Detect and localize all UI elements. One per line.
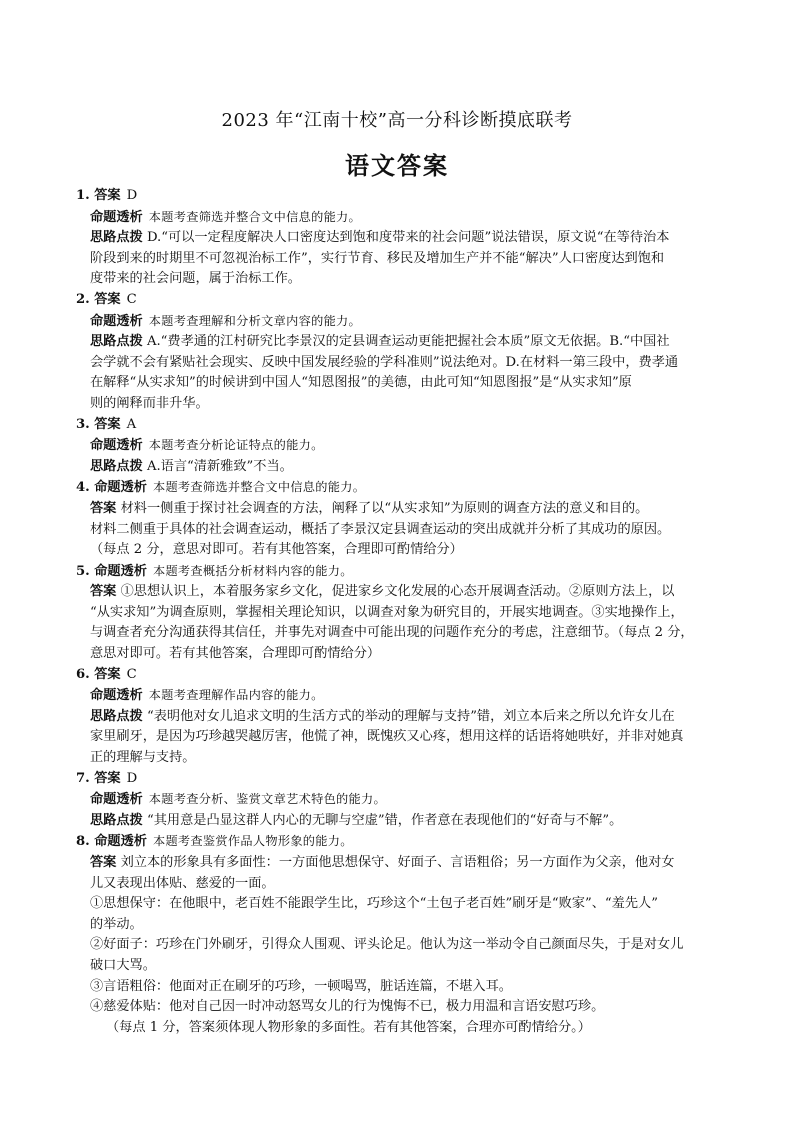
hint-text: “表明他对女儿追求文明的生活方式的举动的理解与支持”错，刘立本后来之所以允许女儿在 bbox=[146, 708, 675, 724]
question-5 bbox=[76, 561, 724, 665]
analysis-text: 本题考查理解和分析文章内容的能力。 bbox=[148, 313, 362, 328]
scoring-note: （每点 1 分，答案须体现人物形象的多面性。若有其他答案，合理亦可酌情给分。） bbox=[106, 1019, 591, 1035]
question-3 bbox=[76, 415, 724, 478]
answer-value: D bbox=[126, 188, 138, 203]
answer-text: 刘立本的形象具有多面性：一方面他思想保守、好面子、言语粗俗；另一方面作为父亲，他对女 bbox=[120, 855, 675, 870]
analysis-text: 本题考查理解作品内容的能力。 bbox=[148, 688, 324, 703]
hint-text: 则的阐释而非升华。 bbox=[90, 395, 209, 411]
hint-text: “其用意是凸显这群人内心的无聊与空虚”错，作者意在表现他们的“好奇与不解”。 bbox=[146, 812, 623, 828]
hint-text: 在解释“从实求知”的时候讲到中国人“知恩图报”的美德，由此可知“知恩图报”是“从实求知”原 bbox=[90, 375, 632, 391]
answer-text: 与调查者充分沟通获得其信任，并事先对调查中可能出现的问题作充分的考虑，注意细节。（每点 2 分， bbox=[90, 625, 694, 641]
analysis-text: 本题考查分析论证特点的能力。 bbox=[148, 438, 324, 453]
hint-text: 会学就不会有紧贴社会现实、反映中国发展经验的学科准则”说法绝对。D.在材料一第三段中，费孝通 bbox=[90, 354, 679, 370]
answer-text: 意思对即可。若有其他答案，合理即可酌情给分） bbox=[90, 646, 381, 662]
analysis-label: 命题透析 bbox=[94, 480, 147, 496]
answer-value: D bbox=[126, 770, 138, 786]
analysis-text: 本题考查鉴赏作品人物形象的能力。 bbox=[152, 834, 353, 849]
analysis-label: 命题透析 bbox=[90, 313, 143, 329]
question-6 bbox=[76, 665, 724, 769]
hint-label: 思路点拨 bbox=[90, 812, 143, 828]
analysis-text: 本题考查筛选并整合文中信息的能力。 bbox=[148, 209, 362, 224]
answer-text: “从实求知”为调查原则，掌握相关理论知识，以调查对象为研究目的，开展实地调查。③实地操作上， bbox=[90, 604, 684, 620]
question-number: 7. bbox=[76, 770, 90, 786]
analysis-label: 命题透析 bbox=[94, 563, 147, 579]
question-8 bbox=[76, 831, 724, 1038]
question-number: 8. bbox=[76, 834, 90, 850]
answer-point: 破口大骂。 bbox=[90, 957, 156, 973]
hint-text: 家里刷牙，是因为巧珍越哭越厉害，他慌了神，既愧疚又心疼，想用这样的话语将她哄好，并非对她真 bbox=[90, 729, 684, 745]
hint-label: 思路点拨 bbox=[90, 334, 143, 350]
answer-text: 材料二侧重于具体的社会调查运动，概括了李景汉定县调查运动的突出成就并分析了其成功的原因。 bbox=[90, 521, 671, 537]
answer-label: 答案 bbox=[90, 584, 117, 600]
question-4 bbox=[76, 477, 724, 560]
analysis-text: 本题考查筛选并整合文中信息的能力。 bbox=[152, 480, 366, 495]
question-number: 1. bbox=[76, 188, 90, 203]
answer-label: 答案 bbox=[94, 666, 121, 682]
answer-point: ④慈爱体贴：他对自己因一时冲动怒骂女儿的行为愧悔不已，极力用温和言语安慰巧珍。 bbox=[90, 999, 605, 1015]
answer-point: ②好面子：巧珍在门外刷牙，引得众人围观、评头论足。他认为这一举动令自己颜面尽失，于是对女儿 bbox=[90, 937, 684, 953]
question-1 bbox=[76, 186, 724, 290]
answer-point: ③言语粗俗：他面对正在刷牙的巧珍，一顿喝骂，脏话连篇，不堪入耳。 bbox=[90, 978, 512, 994]
question-number: 6. bbox=[76, 666, 90, 682]
answer-label: 答案 bbox=[90, 855, 117, 870]
answer-text: 材料一侧重于探讨社会调查的方法，阐释了以“从实求知”为原则的调查方法的意义和目的。 bbox=[120, 500, 649, 516]
answer-value: C bbox=[126, 291, 137, 307]
answer-label: 答案 bbox=[94, 188, 121, 203]
hint-text: 正的理解与支持。 bbox=[90, 750, 196, 766]
hint-text: 阶段到来的时期里不可忽视治标工作”，实行节育、移民及增加生产并不能“解决”人口密度达到饱和 bbox=[90, 250, 665, 266]
answer-label: 答案 bbox=[90, 500, 117, 516]
analysis-text: 本题考查概括分析材料内容的能力。 bbox=[152, 563, 353, 578]
analysis-label: 命题透析 bbox=[90, 209, 143, 225]
answer-label: 答案 bbox=[94, 770, 121, 786]
hint-label: 思路点拨 bbox=[90, 708, 143, 724]
hint-label: 思路点拨 bbox=[90, 458, 143, 474]
analysis-label: 命题透析 bbox=[94, 834, 147, 850]
page-subtitle: 语文答案 bbox=[345, 151, 449, 180]
analysis-label: 命题透析 bbox=[90, 792, 143, 808]
question-2 bbox=[76, 290, 724, 415]
page-title: 2023 年“江南十校”高一分科诊断摸底联考 bbox=[221, 110, 573, 131]
answer-point: ①思想保守：在他眼中，老百姓不能跟学生比，巧珍这个“土包子老百姓”刷牙是“败家”、“羞先人” bbox=[90, 896, 658, 912]
hint-text: A.语言“清新雅致”不当。 bbox=[146, 458, 293, 474]
answer-point: 的举动。 bbox=[90, 916, 143, 932]
answer-content bbox=[76, 186, 724, 1038]
answer-label: 答案 bbox=[94, 416, 121, 432]
hint-text: A.“费孝通的江村研究比李景汉的定县调查运动更能把握社会本质”原文无依据。B.“中国社 bbox=[146, 334, 670, 350]
answer-value: C bbox=[126, 666, 137, 682]
answer-value: A bbox=[126, 416, 137, 432]
question-7 bbox=[76, 769, 724, 832]
analysis-text: 本题考查分析、鉴赏文章艺术特色的能力。 bbox=[148, 792, 387, 807]
answer-label: 答案 bbox=[94, 291, 121, 307]
answer-text: 儿又表现出体贴、慈爱的一面。 bbox=[90, 875, 275, 891]
question-number: 2. bbox=[76, 291, 90, 307]
analysis-label: 命题透析 bbox=[90, 688, 143, 704]
answer-text: （每点 2 分，意思对即可。若有其他答案，合理即可酌情给分） bbox=[90, 542, 463, 558]
hint-text: 度带来的社会问题，属于治标工作。 bbox=[90, 271, 301, 287]
question-number: 4. bbox=[76, 480, 90, 496]
hint-label: 思路点拨 bbox=[90, 230, 143, 246]
answer-text: ①思想认识上，本着服务家乡文化，促进家乡文化发展的心态开展调查活动。②原则方法上，以 bbox=[120, 584, 675, 600]
question-number: 5. bbox=[76, 563, 90, 579]
analysis-label: 命题透析 bbox=[90, 438, 143, 454]
hint-text: D.“可以一定程度解决人口密度达到饱和度带来的社会问题”说法错误，原文说“在等待治本 bbox=[146, 230, 670, 246]
question-number: 3. bbox=[76, 416, 90, 432]
